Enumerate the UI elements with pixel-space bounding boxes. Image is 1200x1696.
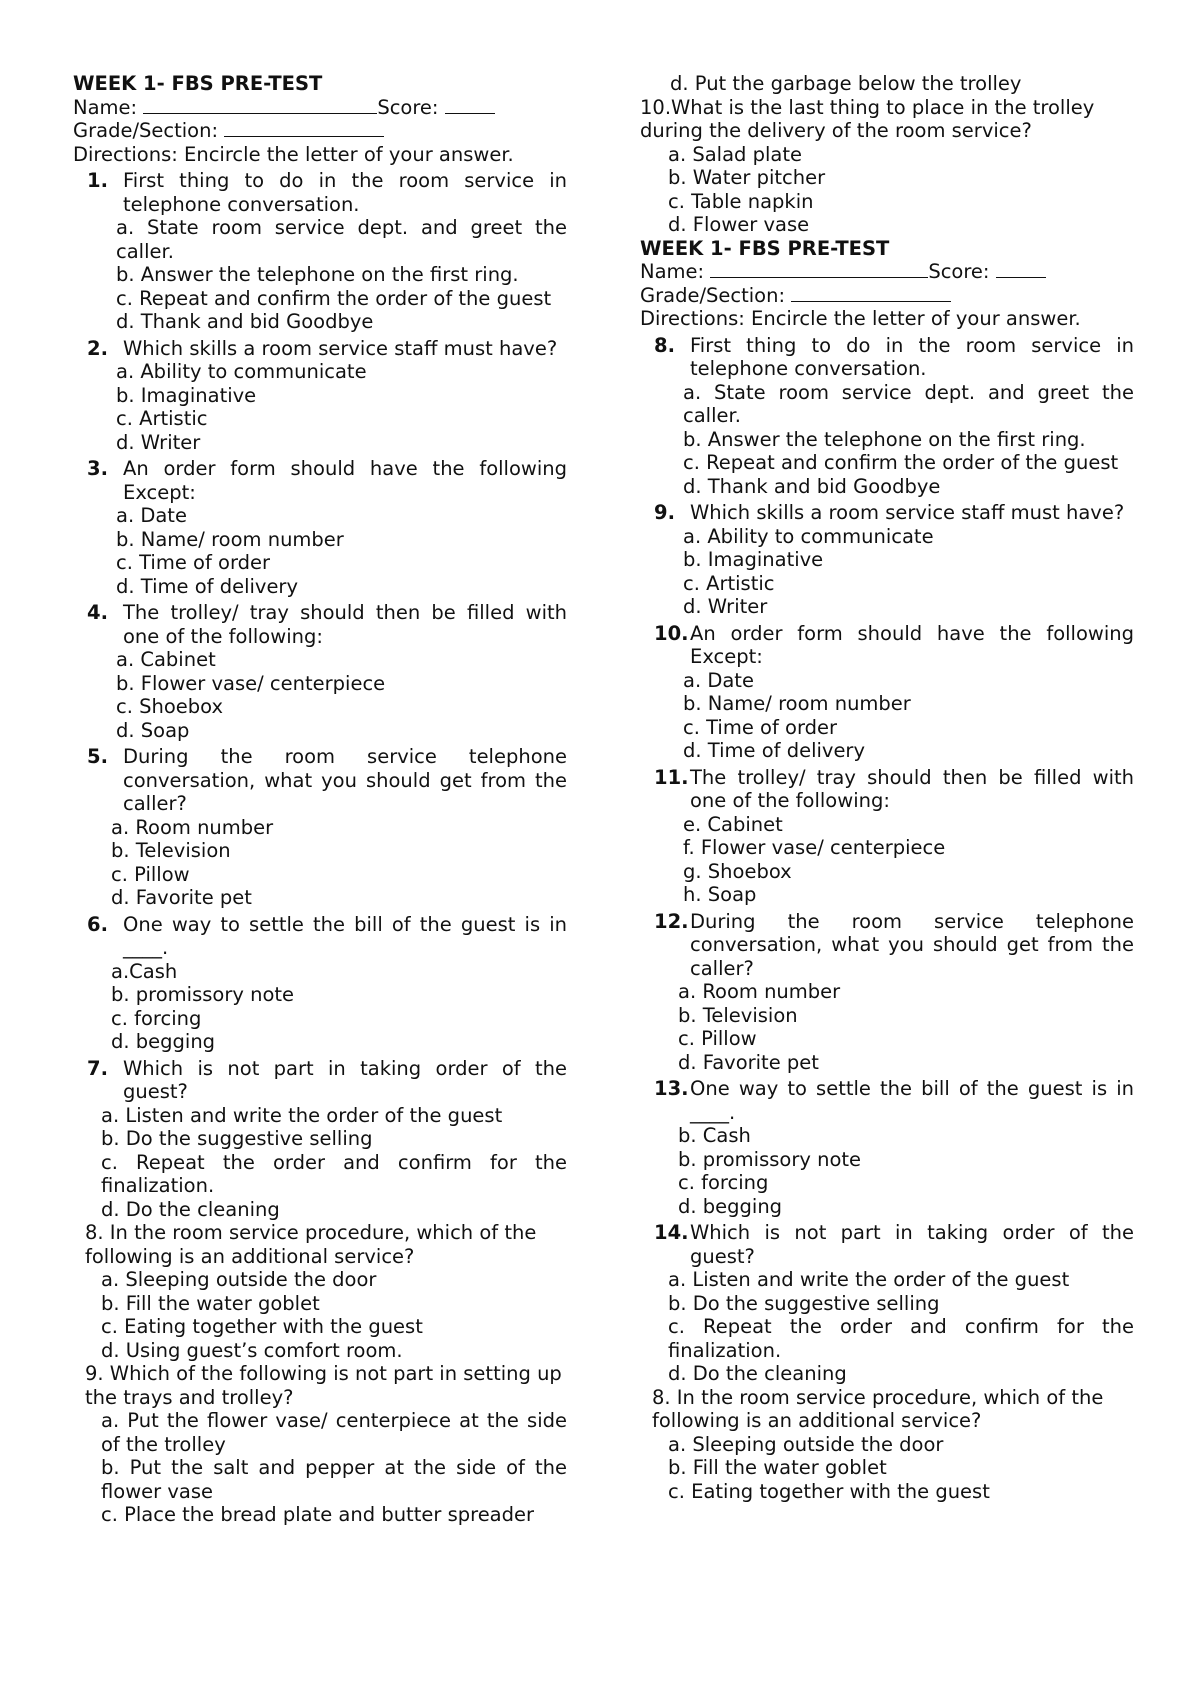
question-text: An order form should have the following Except:	[690, 621, 1134, 668]
option: d. Favorite pet	[678, 1050, 819, 1074]
option: b. promissory note	[111, 983, 295, 1006]
option: c. Shoebox	[116, 695, 224, 718]
question-number: 12.	[654, 909, 689, 933]
option: c. Eating together with the guest	[101, 1315, 423, 1338]
option: c. Repeat and confirm the order of the guest	[683, 451, 1119, 474]
option: a. Put the flower vase/ centerpiece at the side of the trolley	[101, 1409, 567, 1456]
option: b. Answer the telephone on the first ring.	[116, 263, 519, 286]
question	[73, 337, 567, 361]
option: a. Date	[683, 668, 754, 692]
option-list	[73, 1409, 567, 1527]
question-text: Which is not part in taking order of the guest?	[690, 1221, 1134, 1268]
name-score-line	[640, 260, 1134, 284]
option: b. Answer the telephone on the first ring.	[683, 427, 1086, 451]
question-number: 9.	[654, 501, 675, 524]
question-text: An order form should have the following Except:	[123, 457, 567, 504]
option-list	[73, 816, 567, 910]
option: a. State room service dept. and greet the caller.	[116, 216, 567, 263]
option: c. Repeat and confirm the order of the guest	[116, 286, 552, 310]
option: d. Time of delivery	[116, 574, 298, 598]
option: d. Thank and bid Goodbye	[116, 310, 374, 333]
option: b. promissory note	[678, 1147, 862, 1171]
option: a. Listen and write the order of the guest	[101, 1103, 503, 1127]
option: d. Flower vase	[668, 213, 810, 236]
option: b. Flower vase/ centerpiece	[116, 671, 386, 695]
option: c. Artistic	[683, 571, 775, 595]
option: b. Name/ room number	[683, 692, 911, 715]
option: c. forcing	[678, 1171, 769, 1194]
directions: Directions: Encircle the letter of your answer.	[640, 307, 1081, 330]
option: a. Ability to communicate	[116, 360, 367, 383]
question-text: During the room service telephone conversation, what you should get from the caller?	[123, 745, 567, 815]
option-list	[640, 525, 1134, 619]
option: b. Television	[678, 1003, 798, 1027]
grade-label: Grade/Section:	[73, 119, 225, 142]
question-text: 8. In the room service procedure, which of the following is an additional service?	[652, 1385, 1104, 1432]
name-blank	[143, 96, 377, 114]
option-list	[73, 960, 567, 1054]
question	[640, 622, 1134, 669]
option: b. Imaginative	[116, 383, 257, 407]
question-number: 11.	[654, 765, 689, 789]
score-blank	[445, 96, 495, 114]
option: a. Sleeping outside the door	[668, 1432, 944, 1456]
option: b. Fill the water goblet	[668, 1456, 887, 1479]
option: a. Sleeping outside the door	[101, 1268, 377, 1291]
option: d. begging	[111, 1030, 216, 1053]
option: c. Eating together with the guest	[668, 1479, 990, 1503]
question-number: 4.	[87, 601, 108, 624]
name-label: Name:	[73, 95, 144, 119]
option: d. Writer	[116, 430, 201, 454]
option-list	[73, 1268, 567, 1362]
option-list	[640, 1268, 1134, 1386]
question-text: One way to settle the bill of the guest is in ____.	[690, 1077, 1134, 1124]
right-column	[640, 72, 1134, 1503]
option: b. Cash	[678, 1124, 751, 1147]
question-text: Which skills a room service staff must have?	[690, 501, 1125, 524]
grade-section-line	[640, 284, 1134, 308]
option: d. Put the garbage below the trolley	[670, 72, 1022, 95]
option-list	[640, 381, 1134, 499]
question-number: 13.	[654, 1077, 689, 1100]
option: c. Repeat the order and confirm for the finalization.	[668, 1315, 1134, 1362]
option: f. Flower vase/ centerpiece	[683, 836, 946, 859]
option: a. Ability to communicate	[683, 524, 934, 548]
question-text: The trolley/ tray should then be filled with one of the following:	[690, 765, 1134, 812]
option-list	[640, 1433, 1134, 1504]
option: a. Cabinet	[116, 648, 216, 671]
score-label: Score:	[377, 95, 445, 119]
option-list	[640, 813, 1134, 907]
question-text: 10.What is the last thing to place in the trolley during the delivery of the room service?	[640, 95, 1095, 142]
option: c. Table napkin	[668, 189, 814, 213]
option: b. Television	[111, 839, 231, 862]
directions: Directions: Encircle the letter of your answer.	[73, 142, 514, 166]
question	[640, 1221, 1134, 1268]
option: g. Shoebox	[683, 859, 792, 883]
option-list	[640, 980, 1134, 1074]
option: a. Room number	[678, 980, 841, 1003]
question	[73, 169, 567, 216]
question-text: 8. In the room service procedure, which of the following is an additional service?	[85, 1221, 537, 1268]
option: d. Favorite pet	[111, 886, 252, 909]
name-label: Name:	[640, 260, 711, 283]
question-text: The trolley/ tray should then be filled with one of the following:	[123, 601, 567, 648]
option-list	[73, 504, 567, 598]
question-number: 6.	[87, 912, 108, 936]
score-blank	[996, 260, 1046, 278]
option: c. Pillow	[111, 862, 190, 886]
grade-section-line	[73, 119, 567, 143]
question	[73, 913, 567, 960]
option-list	[73, 216, 567, 334]
question	[640, 910, 1134, 981]
question-number: 2.	[87, 336, 108, 360]
question-text: One way to settle the bill of the guest is in ____.	[123, 912, 567, 959]
question-number: 10.	[654, 621, 689, 645]
option-list	[640, 143, 1134, 237]
question	[73, 1057, 567, 1104]
option: b. Imaginative	[683, 548, 824, 571]
option: d. Soap	[116, 718, 190, 742]
question	[73, 601, 567, 648]
option: c. Place the bread plate and butter spreader	[101, 1503, 535, 1526]
option: c. Time of order	[683, 715, 838, 739]
score-label: Score:	[928, 260, 996, 283]
grade-label: Grade/Section:	[640, 283, 792, 307]
option: c. Artistic	[116, 407, 208, 430]
left-column	[73, 72, 567, 1527]
option: b. Fill the water goblet	[101, 1291, 320, 1315]
option: d. Thank and bid Goodbye	[683, 474, 941, 498]
test-title: WEEK 1- FBS PRE-TEST	[640, 236, 890, 260]
option: a. Listen and write the order of the guest	[668, 1268, 1070, 1291]
question	[640, 1077, 1134, 1124]
option: b. Put the salt and pepper at the side of the flower vase	[101, 1456, 567, 1503]
option: d. Writer	[683, 595, 768, 618]
question	[640, 501, 1134, 525]
question-text: 9. Which of the following is not part in setting up the trays and trolley?	[85, 1362, 562, 1409]
question-text: First thing to do in the room service in telephone conversation.	[123, 169, 567, 216]
option: c. Repeat the order and confirm for the finalization.	[101, 1150, 567, 1197]
option-list	[73, 1104, 567, 1222]
question-number: 7.	[87, 1056, 108, 1080]
option-list	[640, 669, 1134, 763]
option: b. Water pitcher	[668, 166, 826, 189]
question	[73, 745, 567, 816]
option: a. Date	[116, 504, 187, 527]
question-text: Which is not part in taking order of the guest?	[123, 1056, 567, 1103]
option: a. State room service dept. and greet the caller.	[683, 380, 1134, 427]
question	[640, 766, 1134, 813]
question-number: 5.	[87, 745, 108, 768]
option: b. Do the suggestive selling	[101, 1127, 373, 1150]
option-list	[73, 648, 567, 742]
option: a. Salad plate	[668, 142, 803, 166]
option: c. forcing	[111, 1006, 202, 1030]
option: b. Name/ room number	[116, 527, 344, 551]
option: b. Do the suggestive selling	[668, 1291, 940, 1315]
option: a.Cash	[111, 959, 178, 983]
option: c. Pillow	[678, 1027, 757, 1050]
question-number: 14.	[654, 1221, 689, 1244]
question	[640, 334, 1134, 381]
question-number: 1.	[87, 169, 108, 192]
option-list	[640, 1124, 1134, 1218]
option-list	[73, 360, 567, 454]
question-number: 3.	[87, 457, 108, 480]
grade-blank	[224, 119, 384, 137]
option: d. Do the cleaning	[101, 1197, 280, 1221]
option: h. Soap	[683, 883, 757, 906]
question-text: Which skills a room service staff must have?	[123, 336, 558, 360]
question-number: 8.	[654, 333, 675, 357]
question-text: First thing to do in the room service in telephone conversation.	[690, 333, 1134, 380]
option: d. begging	[678, 1194, 783, 1218]
test-title: WEEK 1- FBS PRE-TEST	[73, 72, 323, 95]
question	[73, 457, 567, 504]
option: d. Using guest’s comfort room.	[101, 1338, 403, 1362]
option: e. Cabinet	[683, 812, 783, 836]
name-score-line	[73, 96, 567, 120]
option: a. Room number	[111, 815, 274, 839]
option: c. Time of order	[116, 551, 271, 574]
grade-blank	[791, 284, 951, 302]
option: d. Do the cleaning	[668, 1362, 847, 1385]
name-blank	[710, 260, 928, 278]
option: d. Time of delivery	[683, 739, 865, 762]
question-text: During the room service telephone conversation, what you should get from the caller?	[690, 909, 1134, 980]
